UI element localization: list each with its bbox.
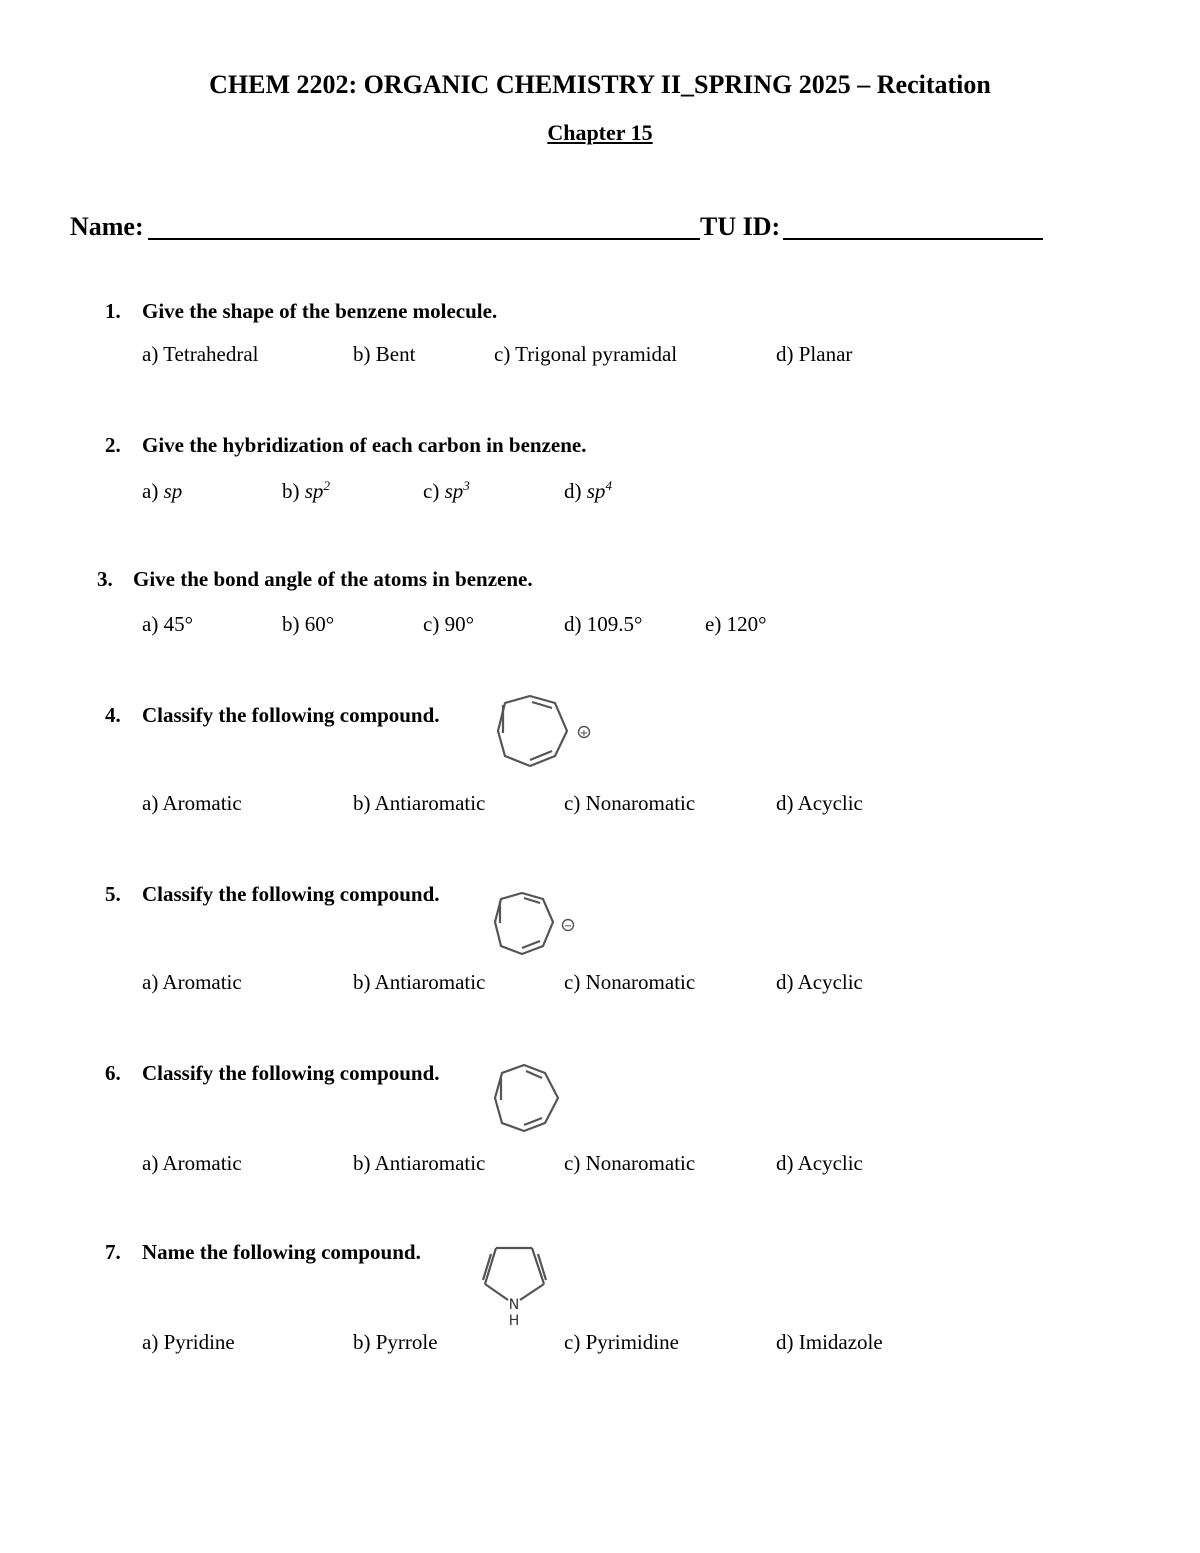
question-2-text: Give the hybridization of each carbon in benzene.	[142, 433, 587, 457]
q6-option-a[interactable]: a) Aromatic	[142, 1151, 242, 1175]
q3-option-c[interactable]: c) 90°	[423, 612, 474, 636]
q7-option-b[interactable]: b) Pyrrole	[353, 1330, 438, 1354]
cycloheptatriene-structure	[488, 1060, 568, 1140]
page-title: CHEM 2202: ORGANIC CHEMISTRY II_SPRING 2025 – Recitation	[209, 70, 991, 99]
pyrrole-n-label: N	[508, 1297, 520, 1313]
pyrrole-bond-n-right	[520, 1284, 544, 1300]
question-6-text: Classify the following compound.	[142, 1061, 440, 1085]
question-1-number: 1.	[105, 299, 121, 323]
cation-charge-sign: +	[579, 728, 589, 739]
q2-option-a[interactable]: a) sp	[142, 479, 183, 503]
question-2-number: 2.	[105, 433, 121, 457]
tuid-field[interactable]	[783, 238, 1043, 240]
q6-option-c[interactable]: c) Nonaromatic	[564, 1151, 696, 1175]
question-5-number: 5.	[105, 882, 121, 906]
question-3-text: Give the bond angle of the atoms in benzene.	[133, 567, 533, 591]
neutral-double-bond-3	[524, 1118, 542, 1125]
anion-ring	[495, 893, 553, 954]
cation-double-bond-1	[532, 702, 552, 708]
q1-option-d[interactable]: d) Planar	[776, 342, 853, 366]
neutral-ring	[495, 1065, 558, 1131]
q3-option-b[interactable]: b) 60°	[282, 612, 335, 636]
question-7-number: 7.	[105, 1240, 121, 1264]
pyrrole-bond-n-left	[485, 1284, 508, 1300]
q5-option-d[interactable]: d) Acyclic	[776, 970, 863, 994]
question-4-text: Classify the following compound.	[142, 703, 440, 727]
q3-option-a[interactable]: a) 45°	[142, 612, 193, 636]
q3-option-e[interactable]: e) 120°	[705, 612, 767, 636]
tropylium-cation-structure	[490, 688, 600, 778]
q4-option-a[interactable]: a) Aromatic	[142, 791, 242, 815]
q3-option-d[interactable]: d) 109.5°	[564, 612, 643, 636]
q1-option-c[interactable]: c) Trigonal pyramidal	[494, 342, 678, 366]
question-4-number: 4.	[105, 703, 121, 727]
q5-option-c[interactable]: c) Nonaromatic	[564, 970, 696, 994]
anion-double-bond-1	[524, 898, 540, 903]
anion-charge-sign: −	[563, 921, 573, 932]
question-1-text: Give the shape of the benzene molecule.	[142, 299, 498, 323]
q6-option-b[interactable]: b) Antiaromatic	[353, 1151, 486, 1175]
q7-option-a[interactable]: a) Pyridine	[142, 1330, 235, 1354]
chapter-subtitle: Chapter 15	[547, 120, 653, 145]
q2-option-d[interactable]: d) $sp^4$	[564, 478, 612, 503]
question-3-number: 3.	[97, 567, 113, 591]
q6-option-d[interactable]: d) Acyclic	[776, 1151, 863, 1175]
q4-option-d[interactable]: d) Acyclic	[776, 791, 863, 815]
q4-option-c[interactable]: c) Nonaromatic	[564, 791, 696, 815]
name-field[interactable]	[148, 238, 700, 240]
q5-option-a[interactable]: a) Aromatic	[142, 970, 242, 994]
q2-option-c[interactable]: c) $sp^3$	[423, 478, 470, 503]
q4-option-b[interactable]: b) Antiaromatic	[353, 791, 486, 815]
q7-option-d[interactable]: d) Imidazole	[776, 1330, 883, 1354]
pyrrole-structure	[480, 1240, 560, 1330]
tuid-label: TU ID:	[700, 212, 781, 241]
pyrrole-h-label: H	[508, 1313, 520, 1329]
q1-option-a[interactable]: a) Tetrahedral	[142, 342, 259, 366]
q1-option-b[interactable]: b) Bent	[353, 342, 416, 366]
question-5-text: Classify the following compound.	[142, 882, 440, 906]
cation-ring	[498, 696, 567, 766]
name-label: Name:	[70, 212, 144, 241]
question-6-number: 6.	[105, 1061, 121, 1085]
question-7-text: Name the following compound.	[142, 1240, 421, 1264]
q7-option-c[interactable]: c) Pyrimidine	[564, 1330, 679, 1354]
cycloheptatrienyl-anion-structure	[488, 886, 588, 966]
q2-option-b[interactable]: b) $sp^2$	[282, 478, 330, 503]
anion-double-bond-3	[522, 941, 540, 948]
q5-option-b[interactable]: b) Antiaromatic	[353, 970, 486, 994]
